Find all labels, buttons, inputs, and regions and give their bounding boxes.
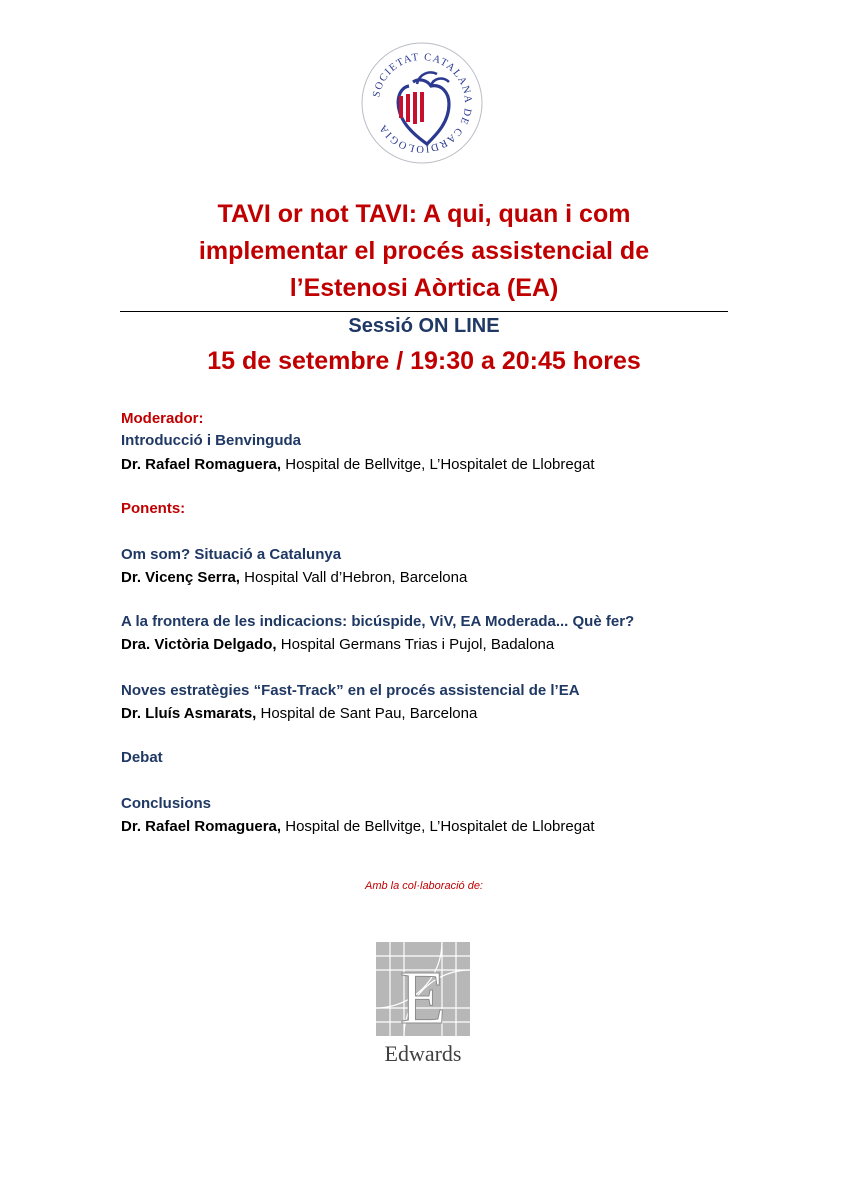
talk-title: A la frontera de les indicacions: bicúspide, ViV, EA Moderada... Què fer? xyxy=(121,613,635,630)
societat-catalana-cardiologia-logo xyxy=(357,38,487,168)
title-line: implementar el procés assistencial de xyxy=(198,237,650,265)
talk-speaker xyxy=(121,568,467,588)
talk-title: Om som? Situació a Catalunya xyxy=(121,546,342,563)
speaker-affiliation: Hospital de Bellvitge, L’Hospitalet de Llobregat xyxy=(281,818,595,835)
session-type: Sessió ON LINE xyxy=(348,315,500,337)
collaboration-note: Amb la col·laboració de: xyxy=(364,880,483,892)
edwards-logo xyxy=(374,940,472,1065)
talk-speaker xyxy=(121,704,477,724)
speaker-name: Dra. Victòria Delgado, xyxy=(121,636,277,653)
talk-speaker xyxy=(121,635,554,655)
event-date: 15 de setembre / 19:30 a 20:45 hores xyxy=(207,347,641,375)
svg-text:SOCIETAT CATALANA DE CARDIOLOG: SOCIETAT CATALANA DE CARDIOLOGIA xyxy=(371,51,474,155)
event-title xyxy=(100,196,748,307)
moderator-speaker xyxy=(121,455,595,475)
conclusions-heading: Conclusions xyxy=(121,795,212,812)
speaker-name: Dr. Lluís Asmarats, xyxy=(121,705,257,722)
moderator-heading: Moderador: xyxy=(121,410,204,427)
title-divider xyxy=(120,311,728,312)
speaker-affiliation: Hospital de Sant Pau, Barcelona xyxy=(256,705,478,722)
speaker-name: Dr. Vicenç Serra, xyxy=(121,569,240,586)
speakers-heading: Ponents: xyxy=(121,500,186,517)
conclusions-speaker xyxy=(121,817,595,837)
speaker-affiliation: Hospital de Bellvitge, L’Hospitalet de Llobregat xyxy=(281,456,595,473)
speaker-name: Dr. Rafael Romaguera, xyxy=(121,456,282,473)
title-line: TAVI or not TAVI: A qui, quan i com xyxy=(217,200,631,228)
speaker-name: Dr. Rafael Romaguera, xyxy=(121,818,282,835)
speaker-affiliation: Hospital Vall d’Hebron, Barcelona xyxy=(239,569,468,586)
debate-heading: Debat xyxy=(121,749,163,766)
edwards-mark: E xyxy=(399,956,447,1040)
welcome-talk-title: Introducció i Benvinguda xyxy=(121,432,302,449)
speaker-affiliation: Hospital Germans Trias i Pujol, Badalona xyxy=(276,636,555,653)
title-line: l’Estenosi Aòrtica (EA) xyxy=(289,274,559,302)
sponsor-name: Edwards xyxy=(384,1041,462,1065)
talk-title: Noves estratègies “Fast-Track” en el procés assistencial de l’EA xyxy=(121,682,580,699)
